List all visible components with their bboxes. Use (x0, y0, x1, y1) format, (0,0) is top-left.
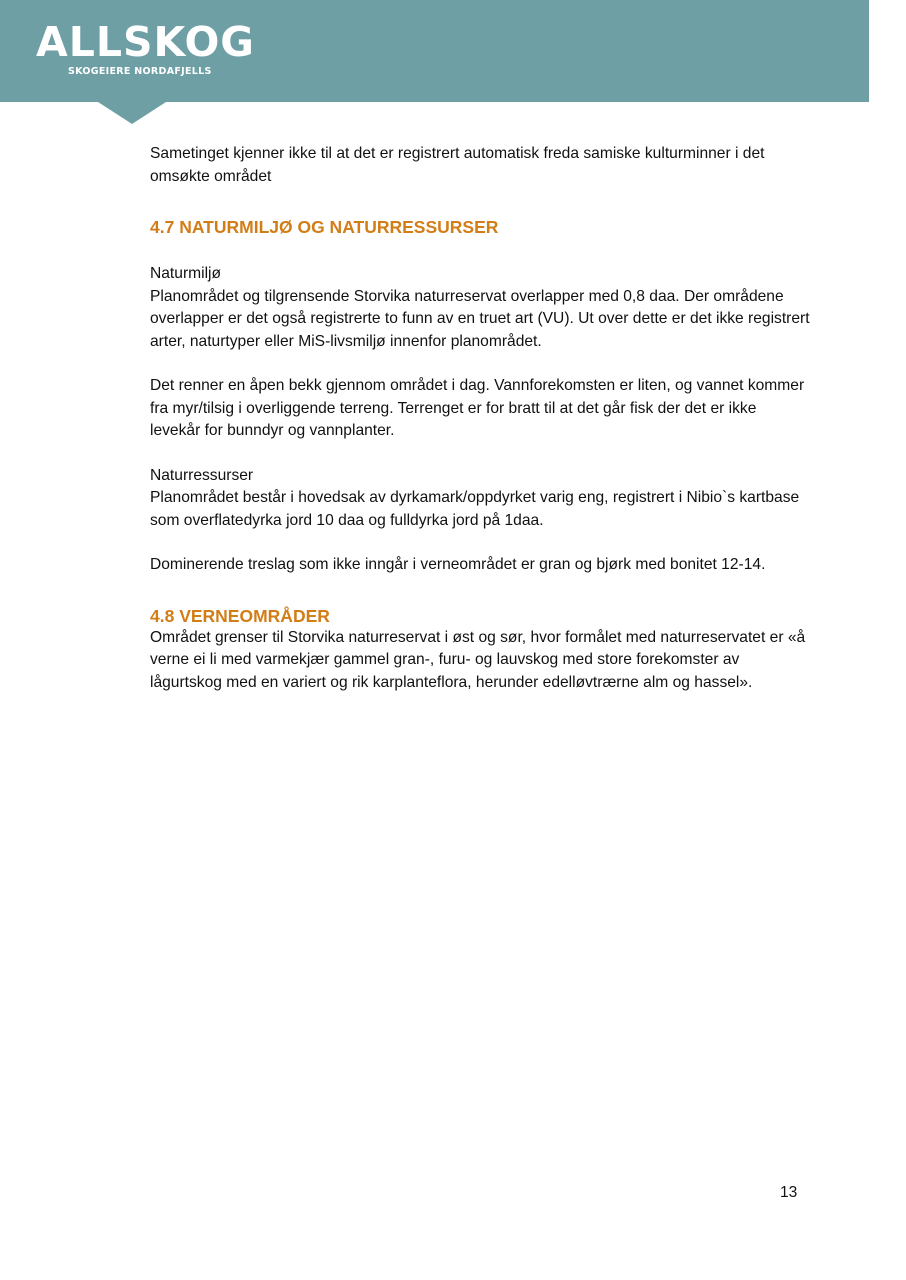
page-number: 13 (780, 1184, 798, 1201)
naturmiljo-paragraph: Planområdet og tilgrensende Storvika naturreservat overlapper med 0,8 daa. Der områdene overlapper er det også registrerte to funn av en truet art (VU). Ut over dette er det ikke registrert arter, naturtyper eller MiS-livsmiljø innenfor planområdet. (150, 287, 810, 350)
naturressurser-label: Naturressurser (150, 466, 254, 484)
naturressurser-paragraph: Planområdet består i hovedsak av dyrkamark/oppdyrket varig eng, registrert i Nibio`s kartbase som overflatedyrka jord 10 daa og fulldyrka jord på 1daa. (150, 489, 800, 529)
naturmiljo-label: Naturmiljø (150, 265, 222, 282)
document-body (150, 143, 810, 694)
verneomrader-paragraph: Området grenser til Storvika naturreservat i øst og sør, hvor formålet med naturreservatet er «å verne ei li med varmekjær gammel gran-, furu- og lauvskog med store forekomster av lågurtskog med en variert og rik karplanteflora, herunder edelløvtrærne alm og hassel». (150, 628, 806, 691)
logo-subtitle: SKOGEIERE NORDAFJELLS (68, 66, 212, 77)
bekk-paragraph: Det renner en åpen bekk gjennom området i dag. Vannforekomsten er liten, og vannet kommer fra myr/tilsig i overliggende terreng. Terrenget er for bratt til at det går fisk der det er ikke levekår for bunndyr og vannplanter. (150, 377, 805, 439)
section-heading-4-8: 4.8 VERNEOMRÅDER (150, 605, 330, 626)
logo-title: ALLSKOG (36, 18, 255, 66)
section-heading-4-7: 4.7 NATURMILJØ OG NATURRESSURSER (150, 217, 499, 237)
treslag-paragraph: Dominerende treslag som ikke inngår i verneområdet er gran og bjørk med bonitet 12-14. (150, 556, 766, 573)
header-notch (98, 102, 166, 124)
intro-paragraph: Sametinget kjenner ikke til at det er registrert automatisk freda samiske kulturminner i det omsøkte området (150, 145, 765, 185)
allskog-logo (36, 20, 255, 77)
